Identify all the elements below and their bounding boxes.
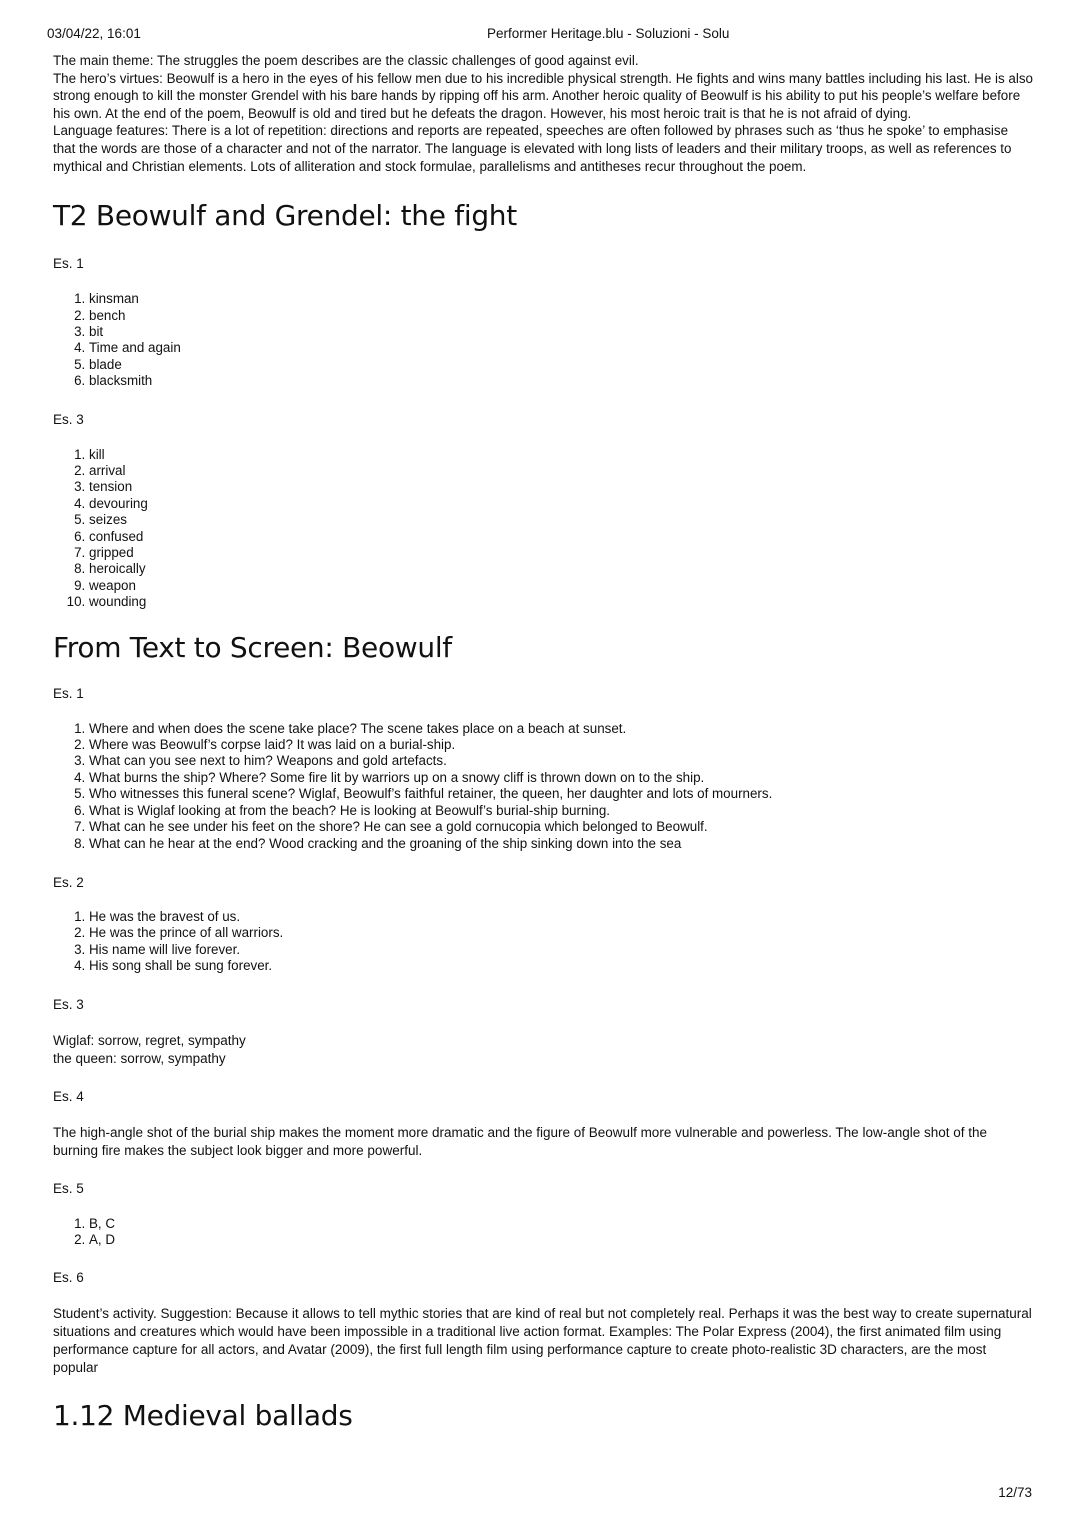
list-item: 6. confused <box>89 529 1033 545</box>
t2-es3-list <box>53 447 1033 611</box>
list-item: 2. A, D <box>89 1232 1033 1248</box>
list-item: 4. What burns the ship? Where? Some fire lit by warriors up on a snowy cliff is thrown down on to the ship. <box>89 770 1033 786</box>
header-title: Performer Heritage.blu - Soluzioni - Solu <box>487 26 730 41</box>
screen-es4-text: The high-angle shot of the burial ship makes the moment more dramatic and the figure of Beowulf more vulnerable and powerless. The low-angle shot of the burning fire makes the subject look bigger and more powerful. <box>53 1124 988 1158</box>
section-title-screen: From Text to Screen: Beowulf <box>53 630 452 664</box>
screen-es1-label: Es. 1 <box>53 685 84 701</box>
list-item: 1. Where and when does the scene take place? The scene takes place on a beach at sunset. <box>89 721 1033 737</box>
list-item: 1. kill <box>89 447 1033 463</box>
list-item: 2. arrival <box>89 463 1033 479</box>
document-content <box>53 52 1033 1433</box>
page-number: 12/73 <box>998 1485 1032 1500</box>
screen-es3-label: Es. 3 <box>53 996 84 1012</box>
list-item: 1. kinsman <box>89 291 1033 307</box>
screen-es3-line: the queen: sorrow, sympathy <box>53 1050 226 1066</box>
list-item: 3. tension <box>89 479 1033 495</box>
t2-es3-label: Es. 3 <box>53 411 84 427</box>
list-item: 8. heroically <box>89 561 1033 577</box>
screen-es5-list <box>53 1216 1033 1249</box>
list-item: 10. wounding <box>89 594 1033 610</box>
list-item: 2. Where was Beowulf’s corpse laid? It was laid on a burial-ship. <box>89 737 1033 753</box>
list-item: 4. devouring <box>89 496 1033 512</box>
list-item: 9. weapon <box>89 578 1033 594</box>
screen-es4-label: Es. 4 <box>53 1088 84 1104</box>
header-datetime: 03/04/22, 16:01 <box>47 26 141 41</box>
list-item: 7. What can he see under his feet on the shore? He can see a gold cornucopia which belonged to Beowulf. <box>89 819 1033 835</box>
screen-es5-label: Es. 5 <box>53 1180 84 1196</box>
section-title-medieval-ballads: 1.12 Medieval ballads <box>53 1399 353 1433</box>
screen-es6-text: Student’s activity. Suggestion: Because it allows to tell mythic stories that are kind of real but not completely real. Perhaps it was the best way to create supernatural situations and creatures which would have been impossible in a traditional live action format. Examples: The Polar Express (2004), the first animated film using performance capture for all actors, and Avatar (2009), the first full length film using performance capture to create photo-realistic 3D characters, are the most popular <box>53 1306 1032 1376</box>
list-item: 5. blade <box>89 357 1033 373</box>
intro-language-features: Language features: There is a lot of repetition: directions and reports are repeated, speeches are often followed by phrases such as ‘thus he spoke’ to emphasise that the words are those of a character and not of the narrator. The language is elevated with long lists of leaders and their military troops, as well as references to mythical and Christian elements. Lots of alliteration and stock formulae, parallelisms and antitheses recur throughout the poem. <box>53 123 1012 174</box>
screen-es3-line: Wiglaf: sorrow, regret, sympathy <box>53 1032 246 1048</box>
list-item: 3. What can you see next to him? Weapons and gold artefacts. <box>89 753 1033 769</box>
list-item: 2. bench <box>89 308 1033 324</box>
list-item: 6. blacksmith <box>89 373 1033 389</box>
list-item: 2. He was the prince of all warriors. <box>89 925 1033 941</box>
list-item: 4. Time and again <box>89 340 1033 356</box>
list-item: 7. gripped <box>89 545 1033 561</box>
list-item: 5. Who witnesses this funeral scene? Wiglaf, Beowulf’s faithful retainer, the queen, her daughter and lots of mourners. <box>89 786 1033 802</box>
list-item: 4. His song shall be sung forever. <box>89 958 1033 974</box>
t2-es1-label: Es. 1 <box>53 256 84 272</box>
list-item: 1. B, C <box>89 1216 1033 1232</box>
list-item: 3. His name will live forever. <box>89 942 1033 958</box>
screen-es1-list <box>53 721 1033 852</box>
intro-hero-virtues: The hero’s virtues: Beowulf is a hero in the eyes of his fellow men due to his incredible physical strength. He fights and wins many battles including his last. He is also strong enough to kill the monster Grendel with his bare hands by ripping off his arm. Another heroic quality of Beowulf is his ability to put his people’s welfare before his own. At the end of the poem, Beowulf is old and tired but he defeats the dragon. However, his most heroic trait is that he is not afraid of dying. <box>53 70 1034 121</box>
screen-es6-label: Es. 6 <box>53 1270 84 1286</box>
screen-es2-list <box>53 909 1033 975</box>
list-item: 3. bit <box>89 324 1033 340</box>
section-title-t2: T2 Beowulf and Grendel: the fight <box>53 199 517 233</box>
list-item: 5. seizes <box>89 512 1033 528</box>
screen-es2-label: Es. 2 <box>53 874 84 890</box>
intro-main-theme: The main theme: The struggles the poem describes are the classic challenges of good against evil. <box>53 53 639 68</box>
list-item: 8. What can he hear at the end? Wood cracking and the groaning of the ship sinking down into the sea <box>89 836 1033 852</box>
list-item: 6. What is Wiglaf looking at from the beach? He is looking at Beowulf’s burial-ship burning. <box>89 803 1033 819</box>
t2-es1-list <box>53 291 1033 389</box>
list-item: 1. He was the bravest of us. <box>89 909 1033 925</box>
